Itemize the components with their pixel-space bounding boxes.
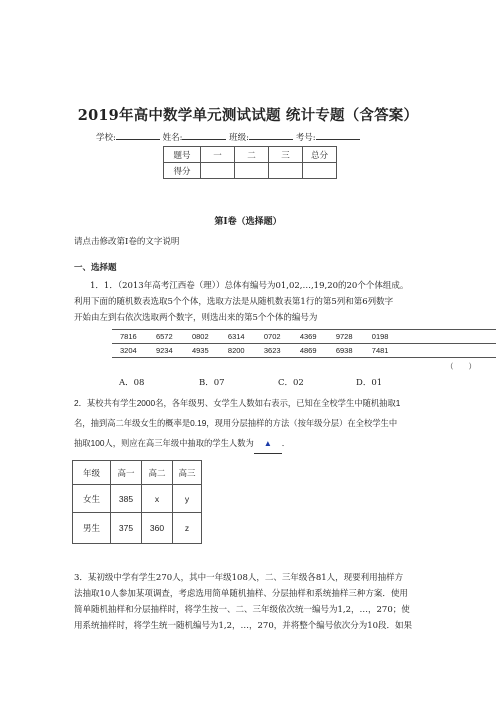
random-number: 6572 [148,330,184,344]
q2-blank-mark: ▲ [263,438,272,448]
q1-option-a[interactable]: A．08 [119,378,145,388]
q1-line-2: 利用下面的随机数表选取5个个体，选取方法是从随机数表第1行的第5列和第6列数字 [74,297,394,307]
score-table-header-row [164,147,337,163]
score-input-cell[interactable] [303,163,337,179]
random-number: 7481 [364,344,496,358]
name-label: 姓名: [162,133,183,143]
random-number-table [112,329,496,358]
student-info-line [96,131,360,143]
score-header-cell: 三 [269,147,303,163]
q1-answer-paren: （ ） [446,362,476,371]
score-header-cell: 一 [201,147,235,163]
school-blank[interactable] [116,131,160,140]
q2-line-1: 2．某校共有学生2000名，各年级男、女学生人数如右表示，已知在全校学生中随机抽取1 [74,398,401,408]
exam-number-blank[interactable] [316,131,360,140]
grade-cell: x [142,485,173,513]
q3-line-3: 简单随机抽样和分层抽样时，将学生按一、二、三年级依次统一编号为1,2，…，270；使 [74,605,410,615]
random-number: 0702 [256,330,292,344]
random-number: 9234 [148,344,184,358]
random-number: 6314 [220,330,256,344]
grade-cell: 375 [111,513,142,544]
score-input-cell[interactable] [269,163,303,179]
score-input-cell[interactable] [201,163,235,179]
score-header-cell: 题号 [164,147,201,163]
q2-answer-blank[interactable] [254,433,282,454]
grade-cell: 360 [142,513,173,544]
q3-line-2: 法抽取10人参加某项调查，考虑选用简单随机抽样、分层抽样和系统抽样三种方案．使用 [74,589,408,599]
grade-header-cell: 高三 [173,461,202,485]
part-one-note: 请点击修改第I卷的文字说明 [74,237,180,247]
random-number: 7816 [112,330,148,344]
random-number: 3623 [256,344,292,358]
score-table-score-row [164,163,337,179]
class-label: 班级: [229,133,250,143]
q2-line-3-text: 抽取100人，则应在高三年级中抽取的学生人数为 [74,438,254,448]
grade-header-cell: 高二 [142,461,173,485]
class-blank[interactable] [249,131,293,140]
q2-line-2: 名，抽到高二年级女生的概率是0.19，现用分层抽样的方法（按年级分层）在全校学生中 [74,418,398,428]
grade-header-cell: 高一 [111,461,142,485]
grade-table-row [73,485,202,513]
q1-line-1: 1．1．（2013年高考江西卷（理））总体有编号为01,02,…,19,20的20个个体组成。 [90,281,409,291]
random-table-row [112,330,496,344]
q2-line-3-end: ． [281,438,291,448]
score-input-cell[interactable] [235,163,269,179]
exam-number-label: 考号: [295,133,316,143]
random-number: 4369 [292,330,328,344]
section-title: 一、选择题 [74,263,117,273]
q1-option-d[interactable]: D．01 [356,378,383,388]
q1-line-3: 开始由左到右依次选取两个数字，则选出来的第5个个体的编号为 [74,313,318,323]
grade-cell: 385 [111,485,142,513]
page-title: 2019年高中数学单元测试试题 统计专题（含答案） [77,107,419,124]
random-number: 6938 [328,344,364,358]
grade-table-header [73,461,202,485]
random-number: 4935 [184,344,220,358]
grade-header-cell: 年级 [73,461,111,485]
random-number: 4869 [292,344,328,358]
grade-table-row [73,513,202,544]
score-table [163,146,337,179]
grade-cell: 男生 [73,513,111,544]
grade-cell: z [173,513,202,544]
random-number: 0198 [364,330,496,344]
random-number: 3204 [112,344,148,358]
score-header-cell: 总分 [303,147,337,163]
grade-cell: 女生 [73,485,111,513]
grade-cell: y [173,485,202,513]
random-number: 8200 [220,344,256,358]
random-number: 9728 [328,330,364,344]
q1-option-b[interactable]: B．07 [199,378,225,388]
grade-table [72,460,202,544]
name-blank[interactable] [182,131,226,140]
score-row-label: 得分 [164,163,201,179]
q2-line-3 [74,433,290,454]
random-table-row [112,344,496,358]
school-label: 学校: [96,133,116,143]
q3-line-4: 用系统抽样时，将学生统一随机编号为1,2，…，270，并将整个编号依次分为10段．如果 [74,621,413,631]
part-one-title: 第I卷（选择题） [214,217,282,227]
random-number: 0802 [184,330,220,344]
q1-option-c[interactable]: C．02 [278,378,304,388]
q3-line-1: 3．某初级中学有学生270人，其中一年级108人，二、三年级各81人，现要利用抽样方 [74,573,404,583]
score-header-cell: 二 [235,147,269,163]
